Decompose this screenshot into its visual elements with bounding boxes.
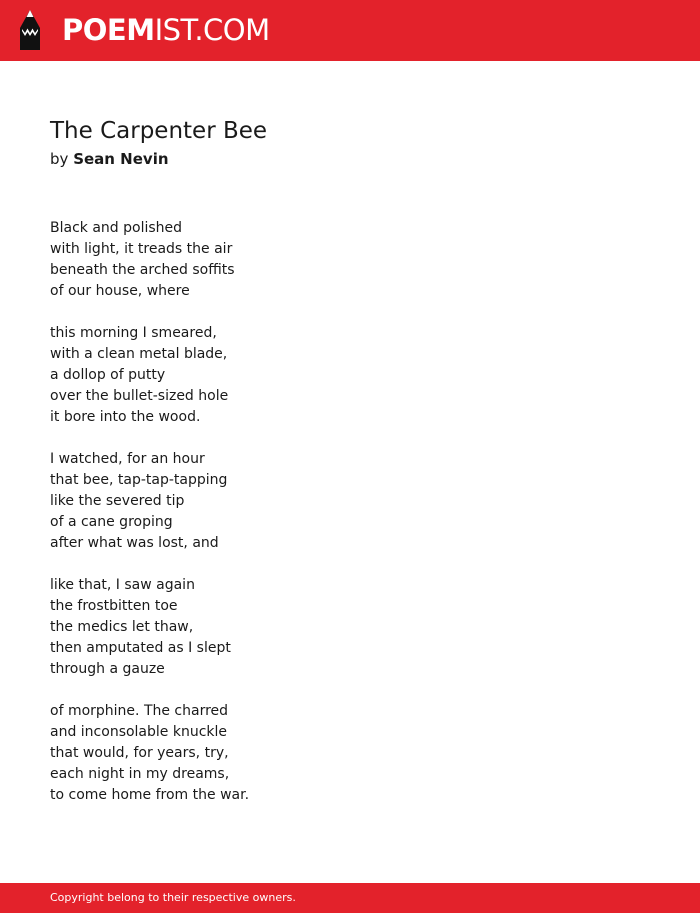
poem-line: like the severed tip [50, 493, 185, 509]
poem-line: a dollop of putty [50, 367, 166, 383]
poem-stanza [50, 323, 650, 428]
poem-body [50, 218, 650, 827]
poem-line: through a gauze [50, 661, 165, 677]
poem-line: Black and polished [50, 220, 183, 236]
logo-light-text: IST.COM [154, 13, 270, 47]
poem-line: after what was lost, and [50, 535, 219, 551]
poem-line: with light, it treads the air [50, 241, 233, 257]
site-header [0, 0, 700, 61]
pencil-icon [17, 9, 43, 51]
site-logo[interactable] [62, 10, 270, 50]
poem-line: this morning I smeared, [50, 325, 217, 341]
poem-line: of a cane groping [50, 514, 173, 530]
poem-line: the medics let thaw, [50, 619, 194, 635]
poem-author: Sean Nevin [73, 150, 169, 168]
poem-title: The Carpenter Bee [50, 118, 268, 144]
copyright-text: Copyright belong to their respective owners. [50, 891, 296, 904]
poem-line: and inconsolable knuckle [50, 724, 228, 740]
logo-bold-text: POEM [62, 13, 155, 47]
byline-prefix: by [50, 150, 69, 168]
poem-line: the frostbitten toe [50, 598, 178, 614]
poem-line: like that, I saw again [50, 577, 195, 593]
poem-stanza [50, 701, 650, 806]
poem-line: that would, for years, try, [50, 745, 229, 761]
poem-line: of our house, where [50, 283, 190, 299]
poem-line: over the bullet-sized hole [50, 388, 229, 404]
poem-line: of morphine. The charred [50, 703, 229, 719]
poem-stanza [50, 575, 650, 680]
poem-line: that bee, tap-tap-tapping [50, 472, 228, 488]
poem-line: beneath the arched soffits [50, 262, 235, 278]
poem-line: I watched, for an hour [50, 451, 205, 467]
poem-line: to come home from the war. [50, 787, 250, 803]
poem-line: each night in my dreams, [50, 766, 230, 782]
poem-stanza [50, 218, 650, 302]
poem-line: with a clean metal blade, [50, 346, 228, 362]
site-footer [0, 883, 700, 913]
poem-byline [50, 148, 169, 170]
poem-line: then amputated as I slept [50, 640, 231, 656]
poem-stanza [50, 449, 650, 554]
poem-line: it bore into the wood. [50, 409, 201, 425]
